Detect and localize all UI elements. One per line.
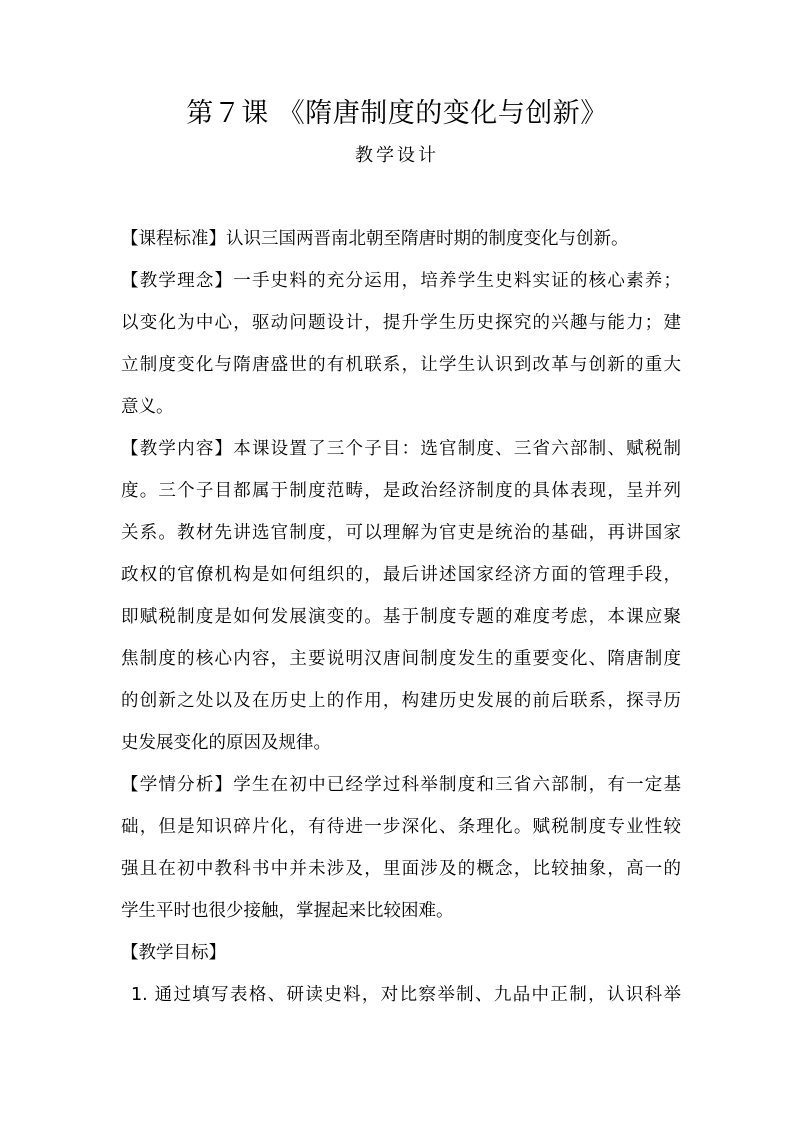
section-label: 【学情分析】 [121,775,234,795]
paragraph-line: 一手史料的充分运用，培养学生史料实证的核心素养； [233,271,681,291]
page-subtitle: 教学设计 [355,145,439,166]
objective-item: 1. 通过填写表格、研读史料，对比察举制、九品中正制，认识科举 [131,985,681,1005]
paragraph-line: 础，但是知识碎片化，有待进一步深化、条理化。赋税制度专业性较 [121,817,681,837]
paragraph-line: 即赋税制度是如何发展演变的。基于制度专题的难度考虑，本课应聚 [121,607,681,627]
page-title: 第７课 《隋唐制度的变化与创新》 [186,98,608,129]
paragraph-line: 学生在初中已经学过科举制度和三省六部制，有一定基 [233,775,681,795]
paragraph-line: 关系。教材先讲选官制度，可以理解为官吏是统治的基础，再讲国家 [121,523,681,543]
section-curriculum-standard [121,224,681,254]
section-teaching-objectives [121,938,681,968]
paragraph-line: 学生平时也很少接触，掌握起来比较困难。 [121,901,454,921]
paragraph-line: 认识三国两晋南北朝至隋唐时期的制度变化与创新。 [226,229,629,249]
paragraph-line: 意义。 [121,397,174,417]
section-teaching-content [121,434,681,464]
paragraph-line: 的创新之处以及在历史上的作用，构建历史发展的前后联系，探寻历 [121,691,681,711]
paragraph-line: 立制度变化与隋唐盛世的有机联系，让学生认识到改革与创新的重大 [121,355,681,375]
section-label: 【课程标准】 [121,229,226,249]
section-label: 【教学理念】 [121,271,234,291]
section-student-analysis [121,770,681,800]
paragraph-line: 政权的官僚机构是如何组织的，最后讲述国家经济方面的管理手段， [121,565,681,585]
paragraph-line: 本课设置了三个子目：选官制度、三省六部制、赋税制 [233,439,681,459]
section-teaching-philosophy [121,266,681,296]
paragraph-line: 焦制度的核心内容，主要说明汉唐间制度发生的重要变化、隋唐制度 [121,649,681,669]
section-label: 【教学目标】 [121,943,226,963]
paragraph-line: 度。三个子目都属于制度范畴，是政治经济制度的具体表现，呈并列 [121,481,681,501]
section-label: 【教学内容】 [121,439,234,459]
paragraph-line: 史发展变化的原因及规律。 [121,733,331,753]
paragraph-line: 以变化为中心，驱动问题设计，提升学生历史探究的兴趣与能力；建 [121,313,681,333]
paragraph-line: 强且在初中教科书中并未涉及，里面涉及的概念，比较抽象，高一的 [121,859,681,879]
